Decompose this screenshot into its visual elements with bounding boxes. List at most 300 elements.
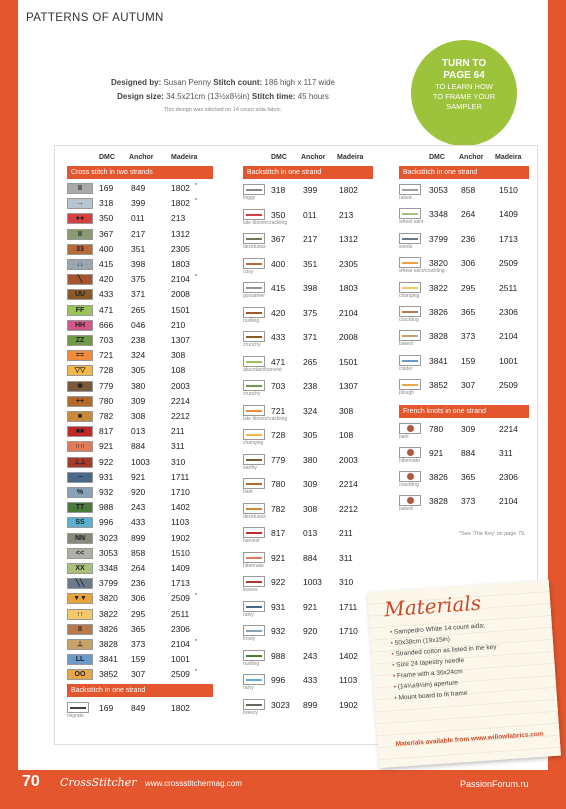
cross-row: [67, 288, 213, 302]
section-cross: Cross stitch in two strands: [67, 166, 213, 179]
backstitch-swatch: [399, 379, 421, 390]
website-link[interactable]: www.crossstitchermag.com: [145, 779, 242, 788]
madeira-value: 210: [171, 319, 186, 330]
backstitch-swatch: [67, 702, 89, 713]
backstitch-swatch: [243, 307, 265, 318]
madeira-value: 2104: [499, 331, 518, 342]
dmc-value: 3826: [429, 307, 448, 317]
stitch-line: [246, 655, 262, 657]
dmc-value: 921: [271, 552, 286, 563]
dmc-value: 3841: [99, 654, 118, 665]
cross-row: [67, 304, 213, 318]
stitch-line: [402, 189, 418, 191]
badge-line5: SAMPLER: [446, 102, 482, 111]
section-backstitch-1: Backstitch in one strand: [67, 684, 213, 697]
anchor-value: 307: [131, 669, 146, 680]
thread-word: plough: [399, 390, 415, 397]
backstitch-swatch: [243, 233, 265, 244]
materials-title: Materials: [383, 590, 482, 622]
backstitch-swatch: [243, 282, 265, 293]
thread-word: migrate: [67, 713, 84, 719]
stitch-line: [402, 262, 418, 264]
page-title: PATTERNS OF AUTUMN: [26, 12, 164, 24]
backstitch-swatch: [243, 331, 265, 342]
backstitch-row: [243, 429, 373, 449]
anchor-value: 849: [131, 703, 146, 713]
backstitch-row: [243, 625, 373, 645]
thread-word: rainy: [243, 611, 254, 618]
madeira-value: 2104: [339, 307, 358, 318]
madeira-value: 2306: [499, 307, 518, 317]
dmc-value: 3820: [429, 258, 448, 269]
cross-row: [67, 577, 213, 591]
cross-row: [67, 410, 213, 424]
cross-row: [67, 197, 213, 211]
backstitch-swatch: [399, 233, 421, 244]
madeira-value: 1803: [339, 283, 358, 293]
madeira-value: 311: [499, 448, 513, 458]
color-swatch: II: [67, 229, 93, 240]
color-swatch: ==: [67, 350, 93, 361]
dmc-value: 3828: [99, 639, 118, 649]
madeira-value: 2212: [339, 503, 358, 514]
stitch-line: [246, 214, 262, 216]
brand-logo: CrossStitcher: [60, 776, 137, 789]
designer-label: Designed by:: [111, 78, 162, 87]
backstitch-row: [243, 233, 373, 253]
thread-word: raked: [399, 195, 412, 201]
dmc-value: 3841: [429, 355, 448, 366]
stitch-line: [402, 335, 418, 337]
thread-word: crunchy: [243, 342, 261, 348]
madeira-value: 311: [171, 441, 185, 452]
knot-dot: [407, 473, 414, 480]
dmc-value: 728: [99, 365, 114, 376]
knot-dot: [407, 497, 414, 504]
backstitch-row: [243, 405, 373, 425]
knot-dot: [407, 449, 414, 456]
anchor-value: 264: [131, 563, 146, 573]
anchor-value: 1003: [303, 577, 322, 587]
anchor-header: Anchor: [301, 154, 326, 161]
madeira-value-note: *: [195, 593, 197, 600]
badge-line4: TO FRAME YOUR: [432, 92, 496, 101]
backstitch-swatch: [243, 552, 265, 563]
backstitch-swatch: [243, 454, 265, 465]
dmc-value: 817: [99, 426, 114, 437]
madeira-value: 311: [339, 552, 353, 563]
anchor-value: 046: [131, 319, 146, 330]
stitch-line: [246, 189, 262, 191]
dmc-value: 666: [99, 319, 114, 330]
stitch-line: [246, 483, 262, 485]
dmc-value: 703: [271, 381, 286, 391]
backstitch-swatch: [399, 282, 421, 293]
stitch-line: [70, 707, 86, 709]
dmc-value: 3852: [429, 380, 448, 391]
anchor-value: 920: [131, 487, 146, 497]
french-knot-swatch: [399, 423, 421, 434]
backstitch-row: [243, 184, 373, 204]
anchor-value: 307: [461, 380, 476, 391]
anchor-value: 305: [303, 430, 318, 440]
backstitch-swatch: [243, 380, 265, 391]
anchor-value: 159: [131, 654, 146, 665]
backstitch-row: [399, 330, 529, 350]
materials-item: • Mount board to fit frame: [394, 686, 500, 704]
dmc-value: 400: [271, 258, 286, 269]
dmc-value: 3799: [99, 578, 118, 589]
backstitch-swatch: [399, 184, 421, 195]
cross-row: [67, 273, 213, 287]
thread-word: deciduous: [243, 513, 266, 520]
dmc-value: 169: [99, 183, 114, 193]
dmc-header: DMC: [271, 154, 287, 161]
anchor-value: 398: [303, 283, 318, 293]
anchor-value: 849: [131, 183, 146, 193]
dmc-value: 433: [99, 289, 114, 300]
madeira-value: 1501: [339, 356, 358, 367]
stitch-line: [246, 630, 262, 632]
color-swatch: ++: [67, 396, 93, 407]
anchor-value: 011: [303, 209, 317, 220]
color-swatch: 33: [67, 244, 93, 255]
dmc-value: 3023: [99, 532, 118, 543]
anchor-value: 398: [131, 259, 146, 269]
thread-word: crunchy: [243, 391, 261, 397]
madeira-value: 308: [171, 350, 186, 361]
anchor-value: 217: [303, 234, 318, 244]
madeira-value: 1710: [171, 487, 190, 497]
thread-word: gossamer: [243, 293, 265, 299]
thread-word: baked: [399, 506, 413, 512]
madeira-value: 1710: [339, 626, 358, 636]
backstitch-row: [243, 503, 373, 523]
anchor-value: 399: [131, 198, 146, 209]
madeira-value: 2003: [171, 380, 190, 391]
dmc-value: 921: [429, 448, 444, 458]
madeira-value: 1307: [339, 381, 358, 391]
anchor-value: 264: [461, 209, 476, 220]
anchor-value: 295: [131, 608, 146, 619]
anchor-value: 399: [303, 185, 318, 195]
dmc-value: 721: [99, 350, 114, 361]
backstitch-row: [67, 702, 213, 722]
madeira-value: 213: [171, 213, 186, 224]
dmc-value: 3053: [99, 547, 118, 558]
anchor-header: Anchor: [459, 154, 484, 161]
cross-row: [67, 516, 213, 530]
anchor-value: 921: [303, 601, 318, 612]
dmc-value: 420: [271, 307, 286, 318]
color-swatch: OO: [67, 669, 93, 680]
dmc-value: 931: [99, 471, 114, 482]
madeira-value: 1711: [339, 601, 358, 612]
stitch-line: [246, 606, 262, 608]
stitch-line: [246, 508, 262, 510]
madeira-value: 2305: [171, 243, 190, 254]
anchor-value: 013: [131, 426, 146, 437]
backstitch-row: [243, 307, 373, 327]
dmc-value: 350: [99, 213, 114, 224]
dmc-value: 782: [99, 411, 114, 421]
anchor-value: 899: [303, 699, 318, 710]
anchor-value: 243: [303, 650, 318, 661]
color-swatch: −: [67, 472, 93, 483]
dmc-value: 415: [99, 259, 114, 269]
dmc-value: 433: [271, 332, 286, 342]
french-knot-swatch: [399, 495, 421, 506]
page-number: 70: [22, 773, 40, 790]
french-knot-row: [399, 471, 529, 491]
anchor-value: 375: [131, 274, 146, 285]
backstitch-row: [243, 331, 373, 351]
backstitch-swatch: [243, 601, 265, 612]
thread-word: leaves: [243, 587, 258, 593]
anchor-value: 884: [303, 552, 318, 563]
backstitch-row: [243, 601, 373, 621]
stitch-line: [246, 361, 262, 363]
thread-word: wheat ears/crackling: [399, 268, 445, 275]
dmc-value: 932: [271, 626, 286, 636]
materials-list: [378, 620, 500, 705]
madeira-value: 1803: [171, 259, 190, 269]
madeira-value: 2306: [171, 623, 190, 634]
color-swatch: XX: [67, 563, 93, 574]
cross-row: [67, 638, 213, 652]
backstitch-row: [399, 184, 529, 204]
thread-word: breezy: [243, 709, 259, 716]
anchor-value: 309: [131, 395, 146, 406]
cross-row: [67, 243, 213, 257]
dmc-value: 3023: [271, 699, 290, 710]
stitch-line: [402, 360, 418, 362]
anchor-value: 373: [131, 639, 146, 649]
thread-word: frosty: [243, 636, 256, 642]
color-swatch: ⊥: [67, 639, 93, 650]
anchor-value: 373: [461, 331, 476, 342]
cross-row: [67, 349, 213, 363]
dmc-value: 779: [99, 380, 114, 391]
materials-item: • (14¼x9½in) aperture: [393, 675, 499, 693]
backstitch-swatch: [243, 625, 265, 636]
backstitch-swatch: [243, 699, 265, 710]
dmc-value: 922: [271, 577, 286, 587]
french-knot-row: [399, 447, 529, 467]
stitch-line: [246, 336, 262, 338]
color-swatch: %: [67, 487, 93, 498]
backstitch-swatch: [243, 209, 265, 220]
backstitch-row: [243, 282, 373, 302]
dmc-value: 3799: [429, 233, 448, 244]
backstitch-swatch: [243, 576, 265, 587]
dmc-value: 367: [271, 234, 286, 244]
anchor-value: 265: [131, 304, 146, 315]
color-swatch: ╲╲: [67, 578, 93, 589]
madeira-header: Madeira: [495, 154, 522, 161]
stitch-line: [246, 385, 262, 387]
madeira-value: 2104: [499, 496, 518, 506]
madeira-value: 108: [339, 430, 354, 440]
fabric-note: This design was stitched on 14 count aida fabric.: [163, 107, 283, 113]
madeira-value: 1409: [499, 209, 518, 220]
thread-word: crackling: [399, 482, 419, 488]
cross-row: [67, 395, 213, 409]
knot-dot: [407, 425, 414, 432]
dmc-value: 318: [99, 198, 114, 209]
backstitch-row: [399, 306, 529, 326]
time-value: 45 hours: [297, 92, 329, 101]
color-swatch: TT: [67, 502, 93, 513]
backstitch-row: [243, 356, 373, 376]
color-swatch: LL: [67, 654, 93, 665]
color-swatch: SS: [67, 517, 93, 528]
thread-word: foggy: [243, 195, 256, 201]
stitch-line: [402, 238, 418, 240]
stitch-line: [246, 238, 262, 240]
dmc-value: 988: [271, 650, 286, 661]
backstitch-row: [243, 552, 373, 572]
cross-row: [67, 501, 213, 515]
madeira-value: 1802: [339, 185, 358, 195]
thread-word: baked: [399, 341, 413, 348]
cross-row: [67, 547, 213, 561]
anchor-value: 380: [303, 454, 318, 465]
anchor-value: 308: [303, 503, 318, 514]
size-line: [18, 92, 428, 101]
color-swatch: →: [67, 198, 93, 209]
madeira-header: Madeira: [171, 154, 198, 161]
dmc-value: 3822: [429, 282, 448, 293]
dmc-value: 3852: [99, 669, 118, 680]
anchor-value: 238: [131, 335, 146, 345]
stitch-line: [402, 311, 418, 313]
thread-word: deciduous: [243, 244, 266, 250]
cross-row: [67, 592, 213, 606]
stitch-line: [246, 704, 262, 706]
backstitch-row: [243, 258, 373, 278]
madeira-value: 2104: [171, 639, 190, 649]
madeira-value: 1103: [171, 517, 190, 528]
anchor-value: 306: [131, 593, 146, 604]
cross-row: [67, 228, 213, 242]
madeira-value: 2305: [339, 258, 358, 269]
madeira-value: 1307: [171, 335, 190, 345]
color-swatch: ✱: [67, 381, 93, 392]
madeira-value: 1802: [171, 183, 190, 193]
dmc-value: 922: [99, 456, 114, 467]
stitch-line: [246, 532, 262, 534]
anchor-value: 380: [131, 380, 146, 391]
thread-word: rainy: [243, 685, 254, 691]
anchor-value: 920: [303, 626, 318, 636]
badge-line2: PAGE 64: [443, 70, 485, 81]
cross-row: [67, 562, 213, 576]
madeira-value: 308: [339, 405, 354, 416]
cross-row: [67, 653, 213, 667]
backstitch-swatch: [243, 258, 265, 269]
anchor-value: 858: [131, 547, 146, 558]
madeira-value: 1713: [171, 578, 190, 589]
materials-item: • 50x38cm (19x15in): [390, 631, 496, 649]
cross-row: [67, 182, 213, 196]
dmc-value: 921: [99, 441, 114, 452]
dmc-value: 3820: [99, 593, 118, 604]
anchor-value: 217: [131, 228, 146, 239]
stitch-line: [402, 213, 418, 215]
anchor-value: 309: [303, 479, 318, 489]
cross-row: [67, 668, 213, 682]
color-swatch: NN: [67, 533, 93, 544]
badge-line1: TURN TO: [441, 58, 487, 69]
cross-row: [67, 456, 213, 470]
anchor-value: 858: [461, 185, 476, 195]
stitch-line: [246, 312, 262, 314]
anchor-value: 236: [461, 233, 476, 244]
cross-row: [67, 623, 213, 637]
madeira-value: 1402: [171, 502, 190, 513]
materials-available: Materials available from www.willowfabrics.com: [395, 730, 544, 748]
anchor-value: 433: [303, 675, 318, 685]
madeira-value: 2511: [499, 282, 518, 293]
cross-row: [67, 258, 213, 272]
anchor-value: 365: [461, 472, 476, 482]
thread-word: rustling: [243, 317, 260, 324]
madeira-value: 211: [171, 426, 185, 437]
backstitch-row: [243, 454, 373, 474]
anchor-value: 159: [461, 355, 476, 366]
dmc-value: 471: [99, 304, 114, 315]
thread-word: rustling: [243, 660, 260, 667]
thread-word: wheat ears: [399, 219, 424, 226]
stitch-line: [246, 410, 262, 412]
backstitch-swatch: [243, 478, 265, 489]
dmc-value: 780: [99, 395, 114, 406]
thread-word: hibernate: [243, 562, 264, 569]
backstitch-swatch: [399, 330, 421, 341]
madeira-value: 2214: [339, 479, 358, 489]
stitch-line: [246, 679, 262, 681]
backstitch-swatch: [399, 208, 421, 219]
backstitch-row: [399, 355, 529, 375]
color-swatch: II: [67, 624, 93, 635]
madeira-value: 1510: [171, 547, 190, 558]
madeira-value: 2306: [499, 472, 518, 482]
madeira-value: 2214: [499, 424, 518, 434]
madeira-value: 1501: [171, 304, 190, 315]
dmc-value: 3826: [429, 472, 448, 482]
dmc-value: 817: [271, 528, 286, 538]
anchor-value: 305: [131, 365, 146, 376]
madeira-value-note: *: [195, 669, 197, 676]
backstitch-swatch: [243, 405, 265, 416]
french-knot-row: [399, 495, 529, 515]
anchor-value: 265: [303, 356, 318, 367]
backstitch-row: [243, 674, 373, 694]
madeira-value: 1802: [171, 703, 190, 713]
color-swatch: II: [67, 183, 93, 194]
color-swatch: ●●: [67, 213, 93, 224]
dmc-value: 3828: [429, 331, 448, 342]
madeira-value: 1510: [499, 185, 518, 195]
dmc-value: 420: [99, 274, 114, 285]
color-swatch: ▼▼: [67, 593, 93, 604]
thread-word: colder: [399, 365, 413, 372]
color-swatch: ∩∩: [67, 441, 93, 452]
anchor-value: 295: [461, 282, 476, 293]
madeira-value: 2509: [499, 258, 518, 269]
dmc-value: 318: [271, 185, 286, 195]
